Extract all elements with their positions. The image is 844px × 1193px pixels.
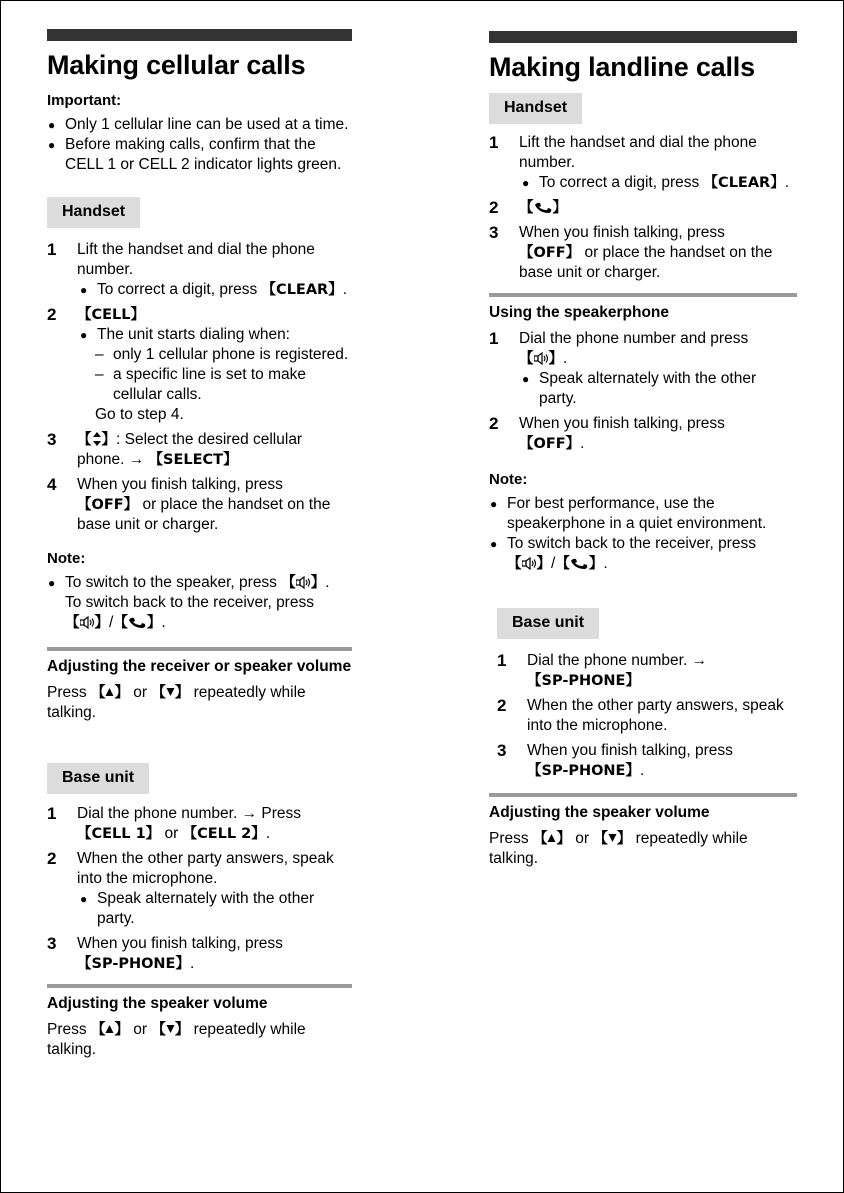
- step-item: 2 【 】: [489, 198, 567, 217]
- goto-text: Go to step 4.: [95, 406, 184, 423]
- cellular-calls-column: [47, 29, 352, 1060]
- down-icon: [608, 833, 617, 843]
- step-text: Lift the handset and dial the phone number.: [77, 241, 315, 278]
- section-label-base-unit: Base unit: [47, 763, 149, 794]
- handset-steps: [47, 240, 352, 535]
- step-number: 1: [489, 133, 499, 152]
- speakerphone-heading: Using the speakerphone: [489, 293, 797, 323]
- adjust-receiver-heading: Adjusting the receiver or speaker volume: [47, 647, 352, 677]
- step-number: 2: [497, 696, 507, 715]
- step-number: 3: [497, 741, 507, 760]
- speakerphone-steps: [489, 329, 797, 454]
- note-label: Note:: [47, 550, 86, 567]
- step-item: 3 【 】: Select the desired cellular phone. → 【SELECT】: [47, 430, 303, 468]
- dash-item: – a specific line is set to make cellular calls.: [77, 365, 352, 405]
- step-text: When the other party answers, speak into the microphone.: [77, 850, 334, 887]
- key-off: OFF: [533, 436, 566, 452]
- section-label-handset: Handset: [489, 93, 582, 124]
- key-clear: CLEAR: [718, 175, 771, 191]
- heading-bar: [489, 31, 797, 43]
- talk-icon: [534, 201, 553, 214]
- step-bullet: ● To correct a digit, press 【CLEAR】.: [79, 280, 352, 300]
- step-number: 2: [489, 198, 499, 217]
- list-item: ● To switch to the speaker, press 【 】. To switch back to the receiver, press 【 】/【 】.: [47, 573, 352, 633]
- step-item: [47, 849, 352, 929]
- step-number: 1: [489, 329, 499, 348]
- step-number: 3: [47, 934, 57, 953]
- step-item: 1 Dial the phone number. → Press 【CELL 1】 or 【CELL 2】.: [47, 804, 302, 842]
- up-down-icon: [92, 432, 102, 446]
- talk-icon: [570, 557, 589, 570]
- step-bullet: ● Speak alternately with the other party.: [521, 369, 797, 409]
- adjust-speaker-text: Press 【 】 or 【 】 repeatedly while talking.: [489, 830, 748, 867]
- talk-icon: [128, 616, 147, 629]
- step-item: [489, 133, 797, 193]
- step-item: 1 Dial the phone number and press 【 】. ● Speak alternately with the other party.: [489, 329, 797, 409]
- page-title: Making landline calls: [489, 52, 755, 82]
- step-item: 3 When you finish talking, press 【SP-PHONE】.: [497, 741, 733, 779]
- speaker-icon: [80, 616, 95, 629]
- step-number: 1: [47, 804, 57, 823]
- step-number: 2: [47, 849, 57, 868]
- heading-bar: [47, 29, 352, 41]
- step-number: 3: [489, 223, 499, 242]
- list-item: ● To switch back to the receiver, press 【 】/【 】.: [489, 534, 797, 574]
- key-sp-phone: SP-PHONE: [541, 673, 626, 689]
- key-off: OFF: [91, 497, 124, 513]
- speaker-icon: [534, 352, 549, 365]
- key-cell: CELL: [91, 307, 131, 323]
- handset-steps: [489, 133, 797, 283]
- step-text: When the other party answers, speak into the microphone.: [527, 697, 784, 734]
- important-list: [47, 115, 352, 175]
- step-item: 3 When you finish talking, press 【OFF】 or place the handset on the base unit or charger.: [489, 223, 773, 281]
- speaker-icon: [522, 557, 537, 570]
- section-label-handset: Handset: [47, 197, 140, 228]
- note-list: [489, 494, 797, 574]
- step-bullet: ● To correct a digit, press 【CLEAR】.: [521, 173, 797, 193]
- landline-calls-column: [489, 31, 797, 869]
- step-number: 3: [47, 430, 57, 449]
- key-select: SELECT: [163, 452, 224, 468]
- down-icon: [166, 687, 175, 697]
- base-unit-steps: [47, 804, 352, 974]
- key-sp-phone: SP-PHONE: [541, 763, 626, 779]
- adjust-speaker-text: Press 【 】 or 【 】 repeatedly while talking.: [47, 1021, 306, 1058]
- key-sp-phone: SP-PHONE: [91, 956, 176, 972]
- adjust-receiver-text: Press 【 】 or 【 】 repeatedly while talking.: [47, 684, 306, 721]
- step-number: 2: [489, 414, 499, 433]
- page-title: Making cellular calls: [47, 50, 306, 80]
- step-item: 3 When you finish talking, press 【SP-PHONE】.: [47, 934, 283, 972]
- key-clear: CLEAR: [276, 282, 329, 298]
- list-item: ● For best performance, use the speakerphone in a quiet environment.: [489, 494, 797, 534]
- step-number: 4: [47, 475, 57, 494]
- step-item: 1 Dial the phone number. → 【SP-PHONE】: [497, 651, 708, 689]
- step-item: 2 When you finish talking, press 【OFF】.: [489, 414, 725, 452]
- step-bullet: ● The unit starts dialing when:: [79, 325, 352, 345]
- note-list: [47, 573, 352, 633]
- important-label: Important:: [47, 92, 122, 109]
- down-icon: [166, 1024, 175, 1034]
- list-item: ● Before making calls, confirm that the CELL 1 or CELL 2 indicator lights green.: [47, 135, 352, 175]
- step-number: 2: [47, 305, 57, 324]
- step-number: 1: [47, 240, 57, 259]
- step-text: Lift the handset and dial the phone number.: [519, 134, 757, 171]
- step-bullet: ● Speak alternately with the other party.: [79, 889, 352, 929]
- base-unit-steps: [497, 651, 797, 781]
- dash-item: – only 1 cellular phone is registered.: [77, 345, 352, 365]
- list-item: ● Only 1 cellular line can be used at a time.: [47, 115, 352, 135]
- adjust-speaker-heading: Adjusting the speaker volume: [489, 793, 797, 823]
- key-cell-2: CELL 2: [197, 826, 252, 842]
- step-item: 4 When you finish talking, press 【OFF】 or place the handset on the base unit or charger.: [47, 475, 331, 533]
- speaker-icon: [296, 576, 311, 589]
- note-label: Note:: [489, 471, 528, 488]
- step-item: [47, 240, 352, 300]
- adjust-speaker-heading: Adjusting the speaker volume: [47, 984, 352, 1014]
- section-label-base-unit: Base unit: [497, 608, 599, 639]
- step-number: 1: [497, 651, 507, 670]
- key-cell-1: CELL 1: [91, 826, 146, 842]
- step-item: [497, 696, 797, 736]
- step-item: 2 【CELL】 ● The unit starts dialing when: – only 1 cellular phone is registered. – a specific line is set to make cellular calls. Go to step 4.: [47, 305, 352, 425]
- key-off: OFF: [533, 245, 566, 261]
